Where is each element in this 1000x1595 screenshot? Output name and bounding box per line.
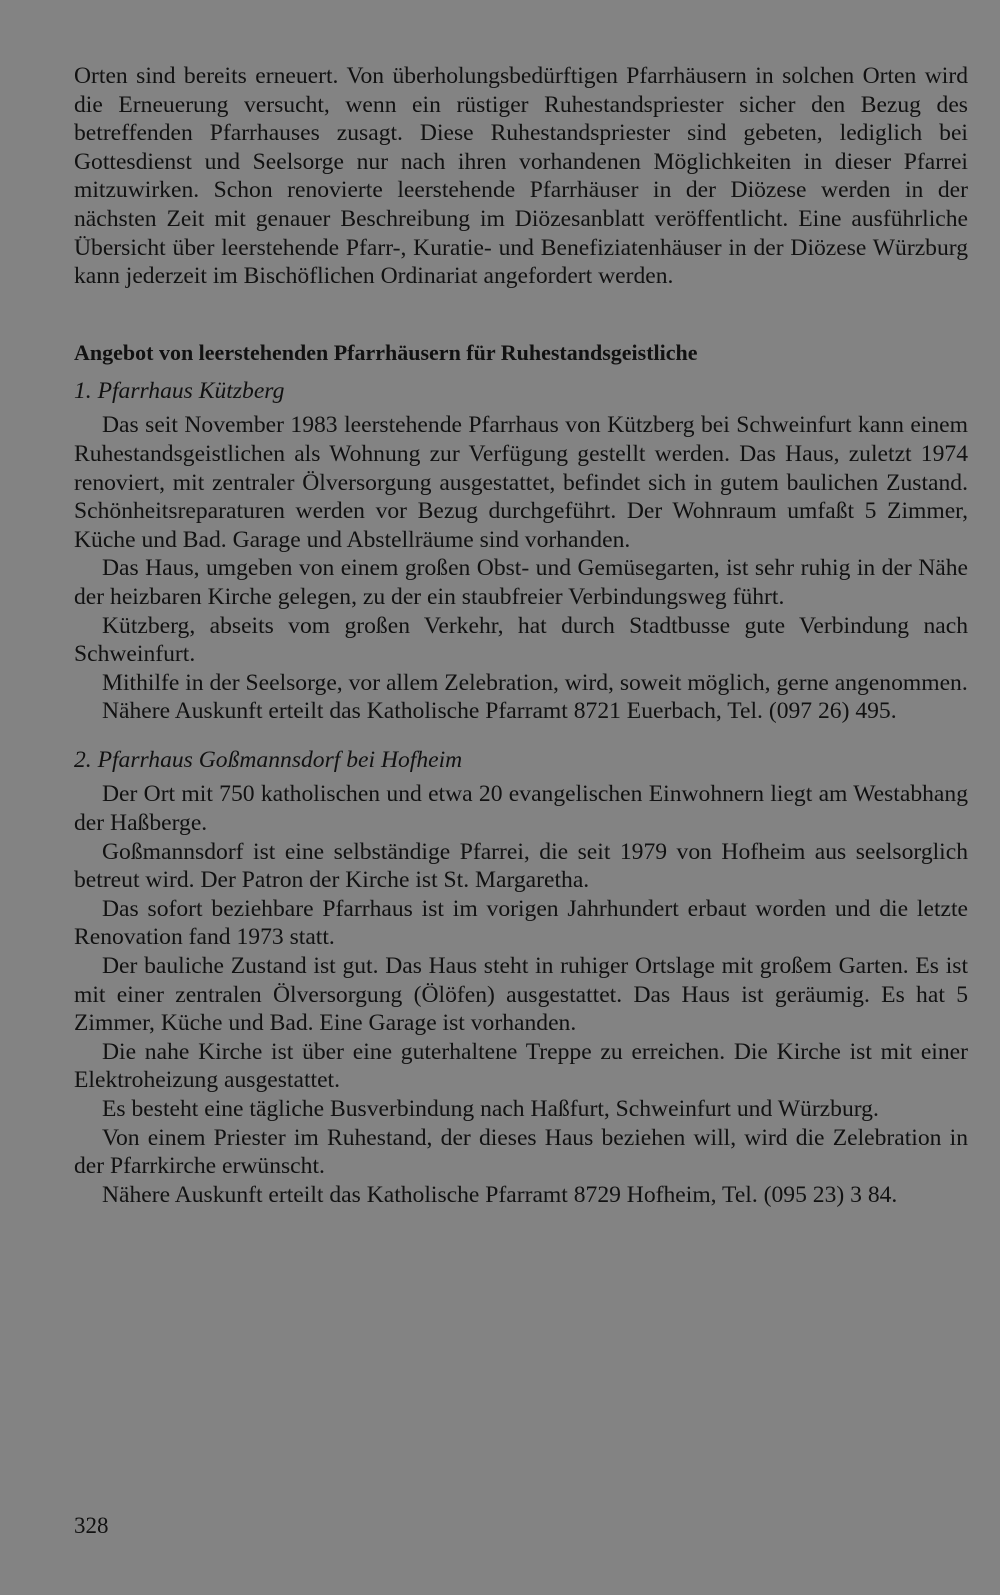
house2-paragraph: Das sofort beziehbare Pfarrhaus ist im vorigen Jahrhundert erbaut worden und die letzte Renovation fand 1973 statt. — [74, 895, 968, 951]
house1-paragraph: Mithilfe in der Seelsorge, vor allem Zelebration, wird, soweit möglich, gerne angenommen. — [102, 669, 968, 696]
intro-paragraph: Orten sind bereits erneuert. Von überholungsbedürftigen Pfarrhäusern in solchen Orten wird die Erneuerung versucht, wenn ein rüstiger Ruhestandspriester sicher den Bezug des betreffenden Pfarrhauses zusagt. Diese Ruhestandspriester sind gebeten, lediglich bei Gottesdienst und Seelsorge nur nach ihren vorhandenen Möglichkeiten in dieser Pfarrei mitzuwirken. Schon renovierte leerstehende Pfarrhäuser in der Diözese werden in der nächsten Zeit mit genauer Beschreibung im Diözesanblatt veröffentlicht. Eine ausführliche Übersicht über leerstehende Pfarr-, Kuratie- und Benefiziatenhäuser in der Diözese Würzburg kann jederzeit im Bischöflichen Ordinariat angefordert werden. — [74, 63, 968, 290]
house2-paragraph: Die nahe Kirche ist über eine guterhaltene Treppe zu erreichen. Die Kirche ist mit einer Elektroheizung ausgestattet. — [74, 1038, 968, 1094]
house1-paragraph: Das Haus, umgeben von einem großen Obst- und Gemüsegarten, ist sehr ruhig in der Nähe der heizbaren Kirche gelegen, zu der ein staubfreier Verbindungsweg führt. — [74, 555, 968, 610]
page-number: 328 — [74, 1513, 109, 1538]
house1-paragraph: Kützberg, abseits vom großen Verkehr, hat durch Stadtbusse gute Verbindung nach Schweinfurt. — [74, 612, 968, 668]
house2-title: 2. Pfarrhaus Goßmannsdorf bei Hofheim — [74, 746, 463, 773]
house2-body — [74, 780, 968, 1209]
house2-paragraph: Es besteht eine tägliche Busverbindung nach Haßfurt, Schweinfurt und Würzburg. — [102, 1096, 879, 1122]
house2-paragraph: Der bauliche Zustand ist gut. Das Haus steht in ruhiger Ortslage mit großem Garten. Es ist mit einer zentralen Ölversorgung (Ölöfen) ausgestattet. Das Haus ist geräumig. Es hat 5 Zimmer, Küche und Bad. Eine Garage ist vorhanden. — [74, 953, 968, 1037]
house2-paragraph: Der Ort mit 750 katholischen und etwa 20 evangelischen Einwohnern liegt am Westabhang der Haßberge. — [74, 781, 968, 837]
house2-contact-paragraph: Nähere Auskunft erteilt das Katholische Pfarramt 8729 Hofheim, Tel. (095 23) 3 84. — [102, 1181, 898, 1208]
house1-body — [74, 411, 968, 726]
house2-paragraph: Goßmannsdorf ist eine selbständige Pfarrei, die seit 1979 von Hofheim aus seelsorglich betreut wird. Der Patron der Kirche ist St. Margaretha. — [74, 838, 968, 894]
section-heading: Angebot von leerstehenden Pfarrhäusern für Ruhestandsgeistliche — [74, 339, 698, 365]
document-page — [74, 62, 968, 1209]
house1-paragraph: Das seit November 1983 leerstehende Pfarrhaus von Kützberg bei Schweinfurt kann einem Ruhestandsgeistlichen als Wohnung zur Verfügung gestellt werden. Das Haus, zuletzt 1974 renoviert, mit zentraler Ölversorgung ausgestattet, befindet sich in gutem baulichen Zustand. Schönheitsreparaturen werden vor Bezug durchgeführt. Der Wohnraum umfaßt 5 Zimmer, Küche und Bad. Garage und Abstellräume sind vorhanden. — [74, 412, 968, 553]
house2-paragraph: Von einem Priester im Ruhestand, der dieses Haus beziehen will, wird die Zelebration in der Pfarrkirche erwünscht. — [74, 1124, 968, 1180]
house1-contact-paragraph: Nähere Auskunft erteilt das Katholische Pfarramt 8721 Euerbach, Tel. (097 26) 495. — [102, 698, 897, 725]
house1-title: 1. Pfarrhaus Kützberg — [74, 377, 285, 404]
